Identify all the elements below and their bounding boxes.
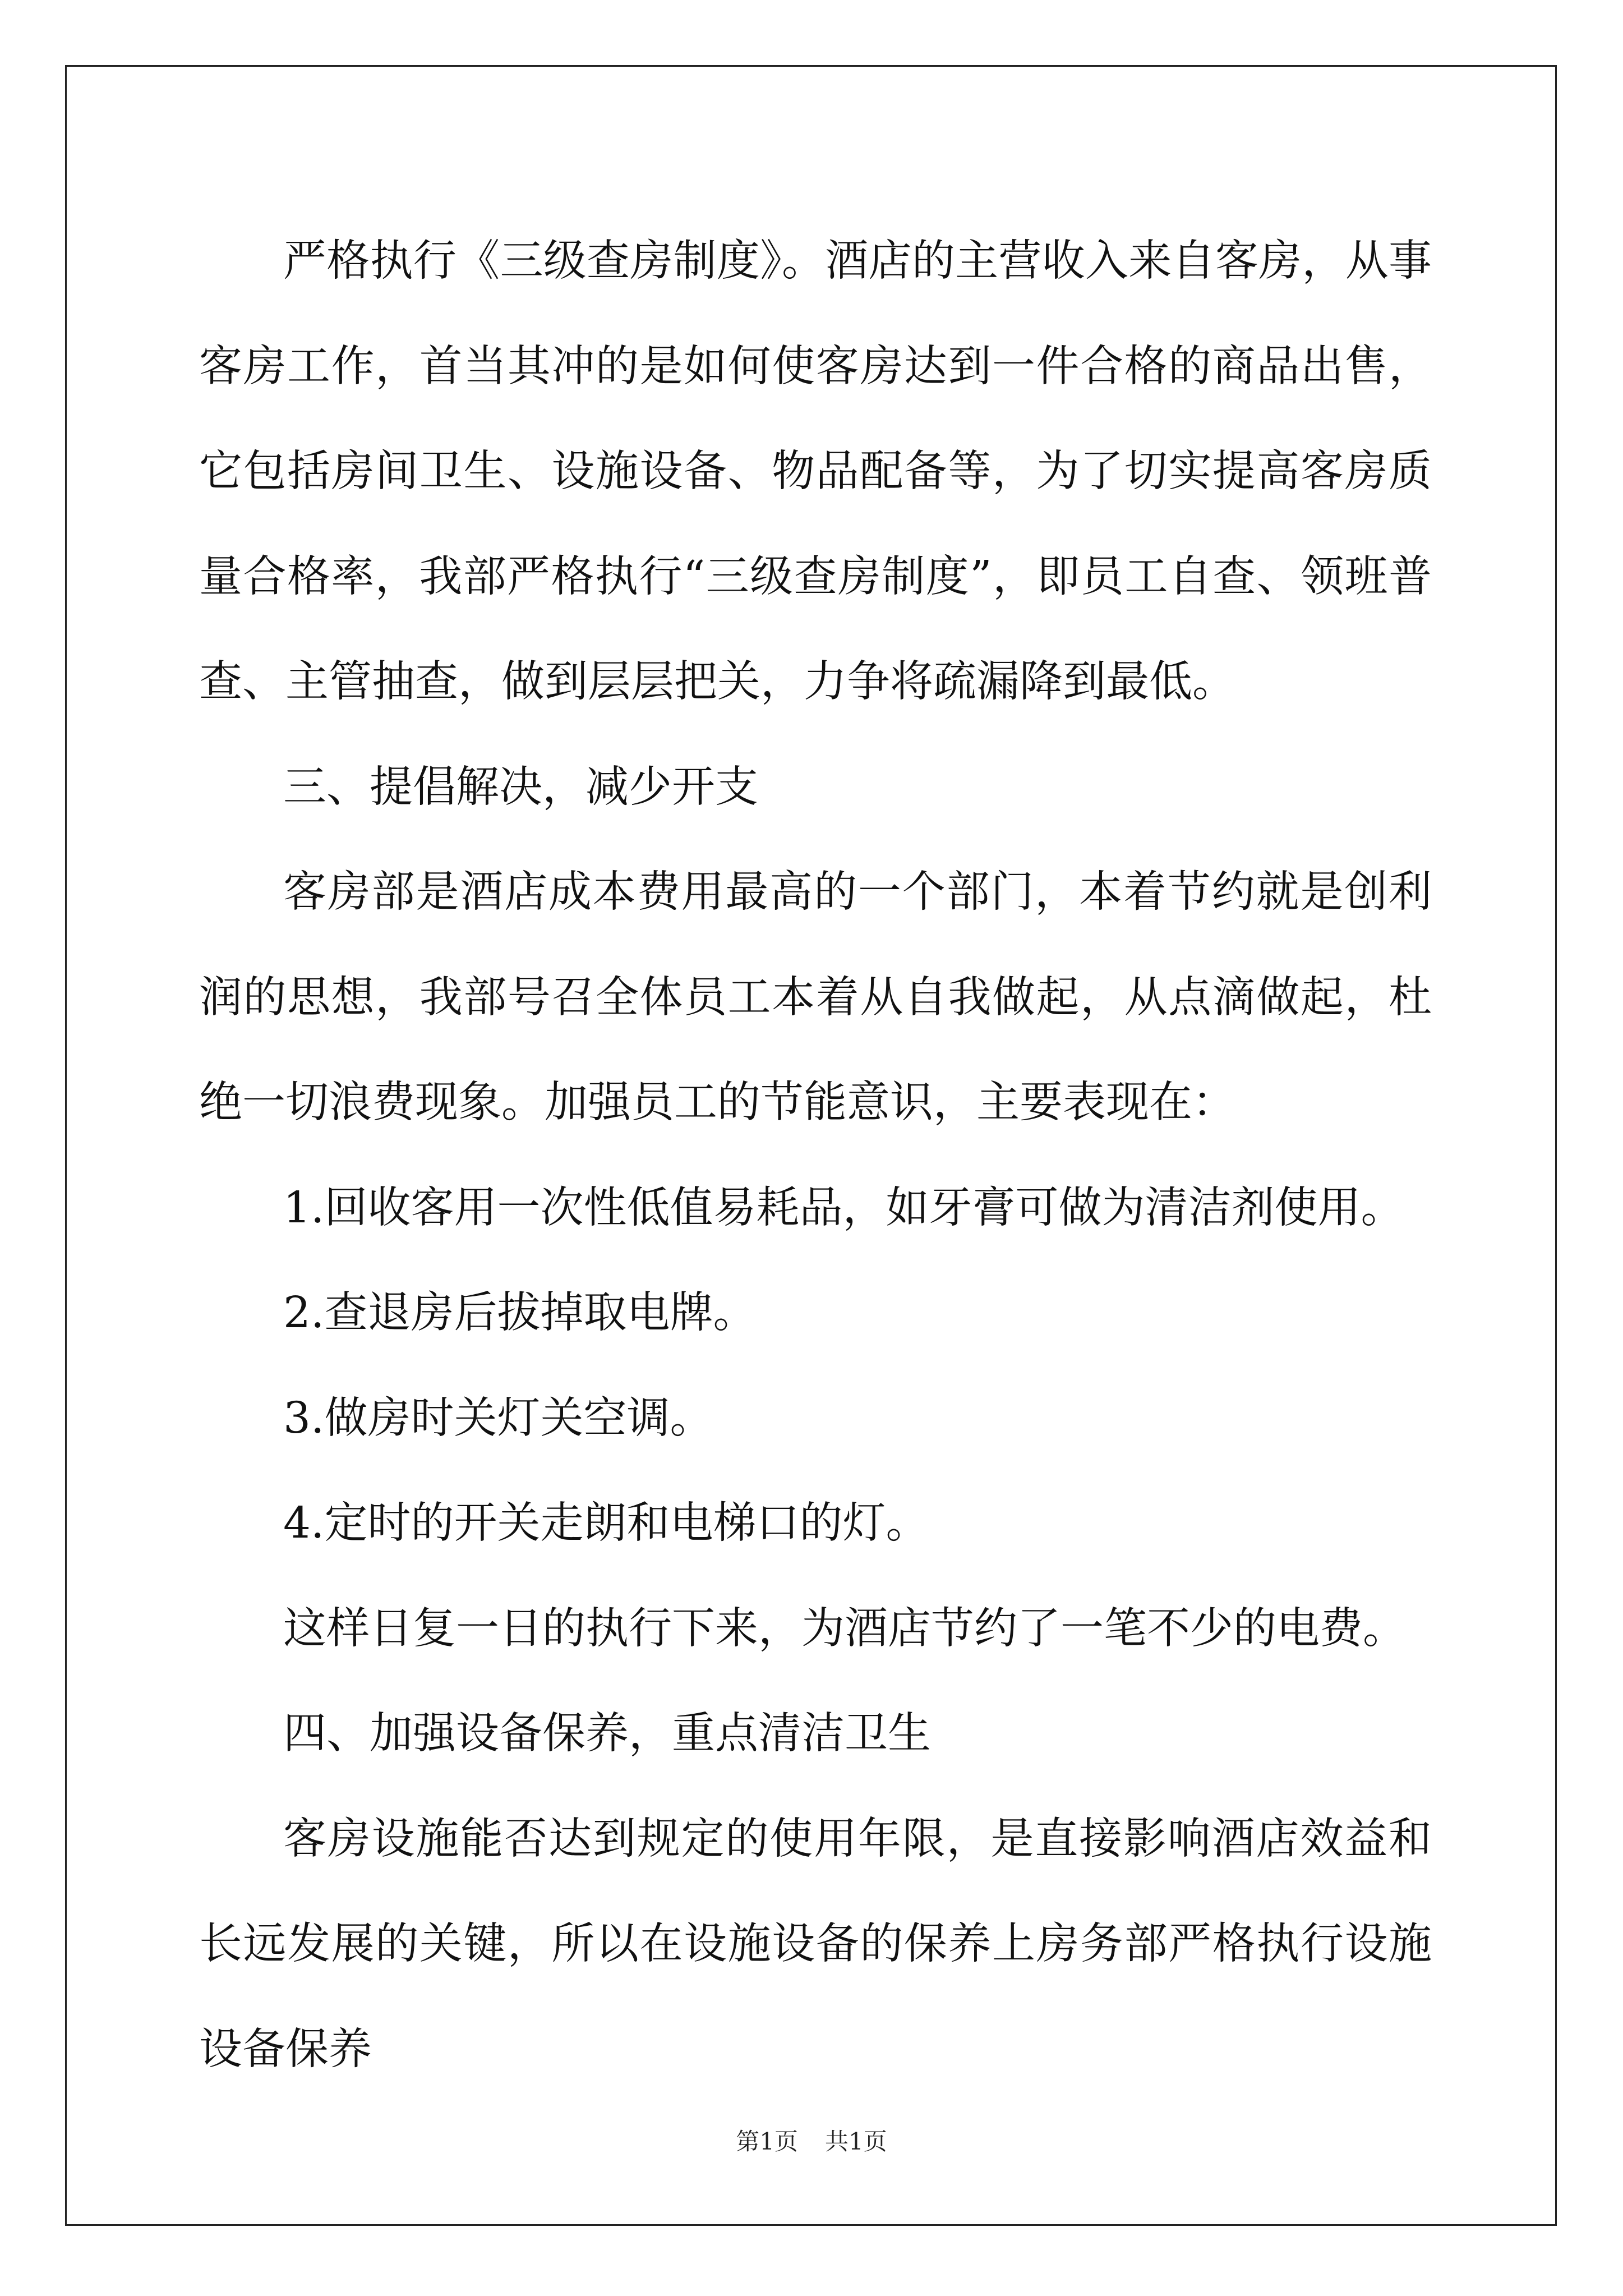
list-item-3: 3.做房时关灯关空调。 [283, 1393, 713, 1443]
page-footer [0, 2125, 1623, 2159]
heading-section-four: 四、加强设备保养，重点清洁卫生 [283, 1709, 931, 1759]
paragraph-electricity-saving: 这样日复一日的执行下来，为酒店节约了一笔不少的电费。 [283, 1603, 1406, 1654]
list-item-2: 2.查退房后拔掉取电牌。 [283, 1288, 757, 1338]
paragraph-cost-saving: 客房部是酒店成本费用最高的一个部门，本着节约就是创利润的思想，我部号召全体员工本着从自我做起，从点滴做起，杜绝一切浪费现象。加强员工的节能意识，主要表现在： [199, 867, 1432, 1128]
page-number-total: 共1页 [825, 2128, 887, 2155]
page-number-current: 第1页 [736, 2128, 798, 2155]
heading-section-three: 三、提倡解决，减少开支 [283, 762, 758, 812]
paragraph-equipment-maintenance: 客房设施能否达到规定的使用年限，是直接影响酒店效益和长远发展的关键，所以在设施设备的保养上房务部严格执行设施设备保养 [199, 1814, 1432, 2074]
list-item-1: 1.回收客用一次性低值易耗品，如牙膏可做为清洁剂使用。 [283, 1182, 1404, 1233]
document-body [199, 209, 1432, 2102]
paragraph-room-inspection: 严格执行《三级查房制度》。酒店的主营收入来自客房，从事客房工作，首当其冲的是如何使客房达到一件合格的商品出售，它包括房间卫生、设施设备、物品配备等，为了切实提高客房质量合格率，我部严格执行“三级查房制度”，即员工自查、领班普查、主管抽查，做到层层把关，力争将疏漏降到最低。 [199, 236, 1432, 707]
list-item-4: 4.定时的开关走朗和电梯口的灯。 [283, 1498, 929, 1548]
